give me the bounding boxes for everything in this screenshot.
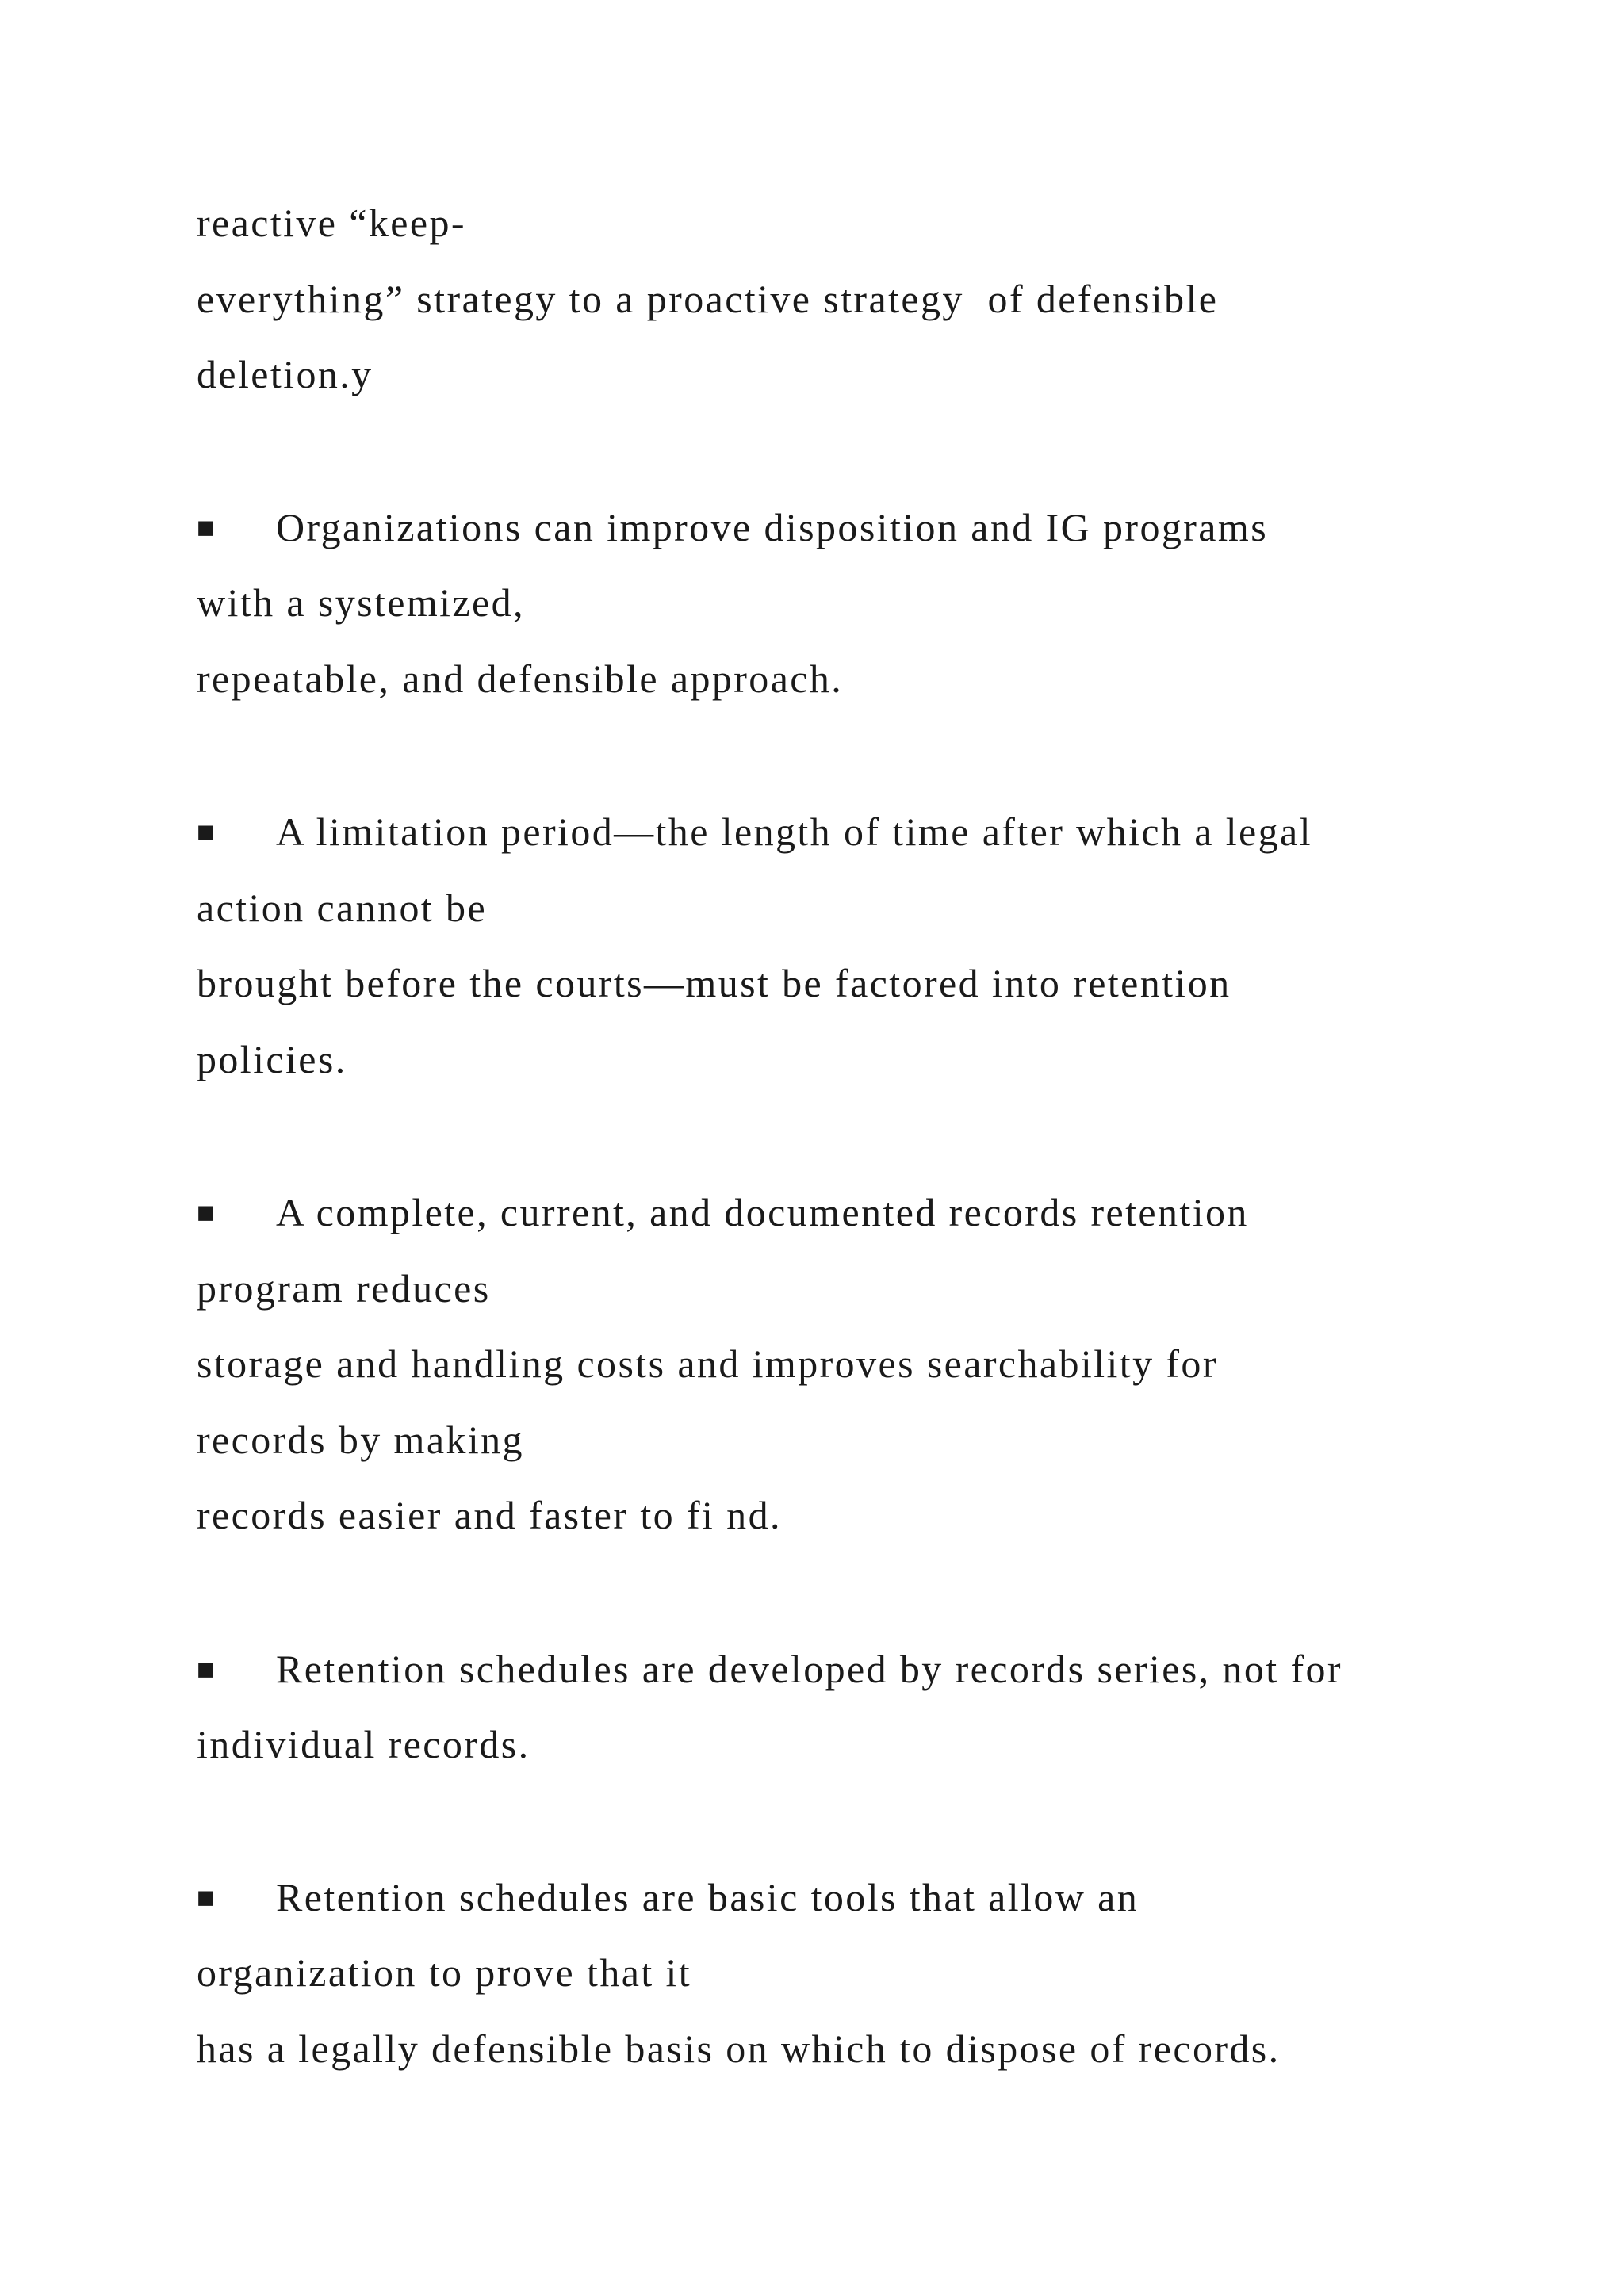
bullet-text: A complete, current, and documented records retention xyxy=(276,1190,1249,1234)
intro-line: deletion.y xyxy=(197,352,373,396)
square-bullet-icon: ■ xyxy=(197,511,215,545)
bullet-continuation: organization to prove that it xyxy=(197,1950,692,1995)
bullet-item xyxy=(197,1192,1249,1232)
bullet-continuation: has a legally defensible basis on which to dispose of records. xyxy=(197,2026,1281,2071)
bullet-continuation: with a systemized, xyxy=(197,580,525,625)
bullet-continuation: program reduces xyxy=(197,1266,491,1311)
bullet-continuation: policies. xyxy=(197,1037,347,1081)
square-bullet-icon: ■ xyxy=(197,1653,215,1686)
bullet-text: A limitation period—the length of time after which a legal xyxy=(276,809,1312,854)
bullet-text: Retention schedules are basic tools that allow an xyxy=(276,1875,1139,1919)
square-bullet-icon: ■ xyxy=(197,1881,215,1915)
square-bullet-icon: ■ xyxy=(197,816,215,849)
bullet-item xyxy=(197,809,1312,854)
intro-line: everything” strategy to a proactive strategy of defensible xyxy=(197,277,1219,321)
bullet-continuation: records by making xyxy=(197,1418,524,1462)
square-bullet-icon: ■ xyxy=(197,1196,215,1230)
bullet-text: Retention schedules are developed by records series, not for xyxy=(276,1647,1342,1691)
bullet-continuation: action cannot be xyxy=(197,886,488,930)
bullet-continuation: repeatable, and defensible approach. xyxy=(197,656,844,701)
bullet-continuation: records easier and faster to fi nd. xyxy=(197,1493,782,1537)
bullet-text: Organizations can improve disposition and IG programs xyxy=(276,505,1269,549)
bullet-continuation: individual records. xyxy=(197,1722,530,1766)
intro-line: reactive “keep- xyxy=(197,201,466,245)
bullet-item xyxy=(197,507,1268,547)
bullet-item xyxy=(197,1877,1139,1917)
bullet-item xyxy=(197,1649,1342,1689)
bullet-continuation: storage and handling costs and improves searchability for xyxy=(197,1341,1218,1386)
bullet-continuation: brought before the courts—must be factored into retention xyxy=(197,961,1231,1005)
